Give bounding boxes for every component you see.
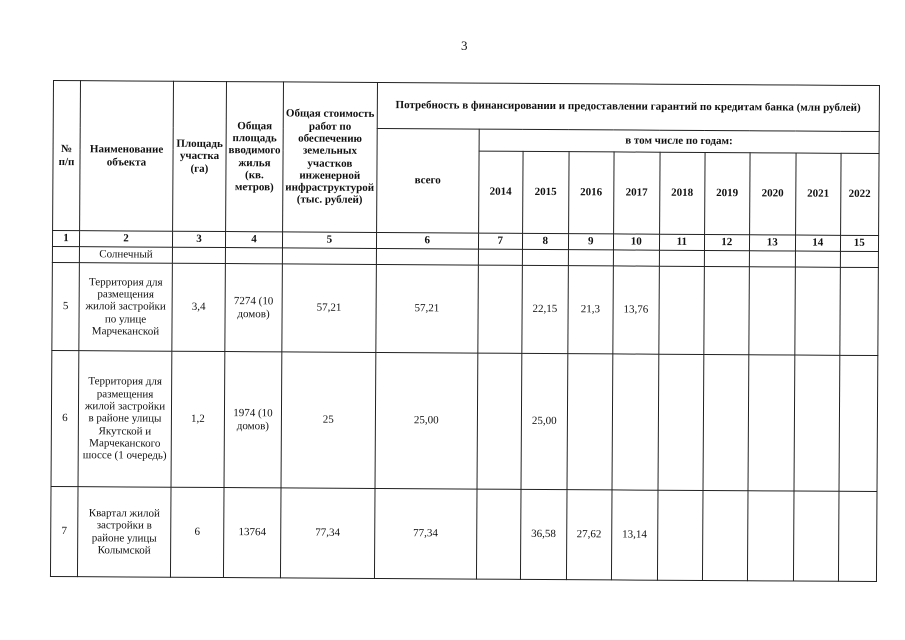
header-name: Наименование объекта (80, 81, 174, 232)
header-year-2015: 2015 (522, 151, 569, 233)
header-year-2022: 2022 (840, 153, 879, 235)
column-number: 5 (282, 232, 376, 249)
row-total: 57,21 (376, 264, 479, 353)
header-living-area: Общая площадь вводимого жилья (кв. метров) (226, 82, 284, 232)
row-year-2017 (612, 354, 659, 490)
row-area: 1,2 (171, 351, 225, 487)
row-cost: 25 (281, 352, 376, 489)
row-cost: 57,21 (282, 264, 376, 353)
column-number: 7 (478, 233, 522, 249)
row-year-2021 (795, 267, 841, 355)
column-number: 9 (568, 234, 613, 250)
row-name: Квартал жилой застройки в районе улицы Колымской (77, 487, 171, 578)
header-year-2014: 2014 (478, 151, 523, 233)
header-year-2018: 2018 (659, 152, 705, 234)
row-year-2020 (748, 355, 795, 491)
row-living-area: 7274 (10 домов) (225, 264, 282, 352)
row-year-2017: 13,14 (611, 490, 658, 580)
row-living-area: 13764 (223, 488, 281, 578)
table-row (51, 350, 878, 491)
header-year-2019: 2019 (704, 152, 750, 234)
table-row (52, 262, 878, 355)
column-number: 4 (225, 232, 282, 248)
column-number: 1 (52, 231, 79, 247)
row-year-2016: 27,62 (566, 490, 612, 580)
table-row (50, 486, 876, 581)
column-number: 15 (840, 235, 878, 251)
row-cost: 77,34 (280, 488, 374, 579)
row-num: 7 (50, 486, 78, 576)
row-year-2019 (703, 354, 749, 490)
row-total: 25,00 (375, 352, 478, 489)
column-number: 14 (795, 235, 840, 251)
row-year-2017: 13,76 (613, 266, 660, 354)
row-year-2014 (478, 265, 523, 353)
row-year-2019 (704, 266, 750, 354)
row-year-2021 (793, 491, 839, 581)
row-area: 3,4 (172, 263, 226, 351)
header-year-2017: 2017 (613, 152, 660, 234)
row-year-2014 (476, 489, 521, 579)
row-year-2020 (747, 491, 794, 581)
row-year-2022 (838, 491, 877, 581)
column-number: 3 (172, 231, 225, 247)
row-year-2021 (794, 355, 840, 491)
row-total: 77,34 (374, 488, 477, 579)
row-name: Территория для размещения жилой застройки по улице Марчеканской (79, 263, 173, 352)
column-number: 6 (376, 232, 478, 249)
row-name: Территория для размещения жилой застройки в районе улицы Якутской и Марчеканского шоссе (1 очередь) (78, 351, 172, 488)
column-number: 13 (749, 235, 795, 251)
row-num: 5 (52, 262, 80, 350)
row-year-2019 (702, 490, 748, 580)
row-area: 6 (170, 487, 224, 577)
row-year-2015: 22,15 (522, 265, 569, 353)
row-year-2020 (749, 267, 796, 355)
header-total: всего (376, 128, 479, 233)
column-number: 12 (704, 234, 749, 250)
column-number: 2 (79, 231, 172, 248)
row-year-2018 (659, 266, 705, 354)
header-cost: Общая стоимость работ по обеспечению земельных участков инженерной инфраструктурой (тыс. рублей) (283, 82, 378, 233)
column-number: 11 (659, 234, 704, 250)
row-year-2016 (567, 354, 613, 490)
region-label: Солнечный (79, 247, 172, 264)
header-num: № п/п (53, 81, 81, 231)
row-year-2022 (840, 267, 879, 355)
row-year-2018 (657, 490, 703, 580)
header-year-2021: 2021 (795, 153, 841, 235)
row-living-area: 1974 (10 домов) (224, 352, 282, 488)
row-year-2015: 36,58 (520, 489, 567, 579)
column-number: 10 (613, 234, 659, 250)
page-number: 3 (461, 38, 468, 53)
header-year-2020: 2020 (749, 153, 796, 235)
header-by-years: в том числе по годам: (479, 129, 879, 153)
row-year-2018 (658, 354, 704, 490)
header-year-2016: 2016 (568, 152, 614, 234)
row-year-2015: 25,00 (521, 353, 568, 489)
header-need: Потребность в финансировании и предоставлении гарантий по кредитам банка (млн рублей) (377, 82, 879, 131)
row-year-2016: 21,3 (568, 266, 614, 354)
row-year-2014 (477, 353, 522, 489)
row-year-2022 (839, 355, 878, 491)
column-number: 8 (522, 233, 568, 249)
header-area: Площадь участка (га) (173, 81, 227, 231)
financing-table (50, 80, 880, 582)
row-num: 6 (51, 350, 79, 486)
